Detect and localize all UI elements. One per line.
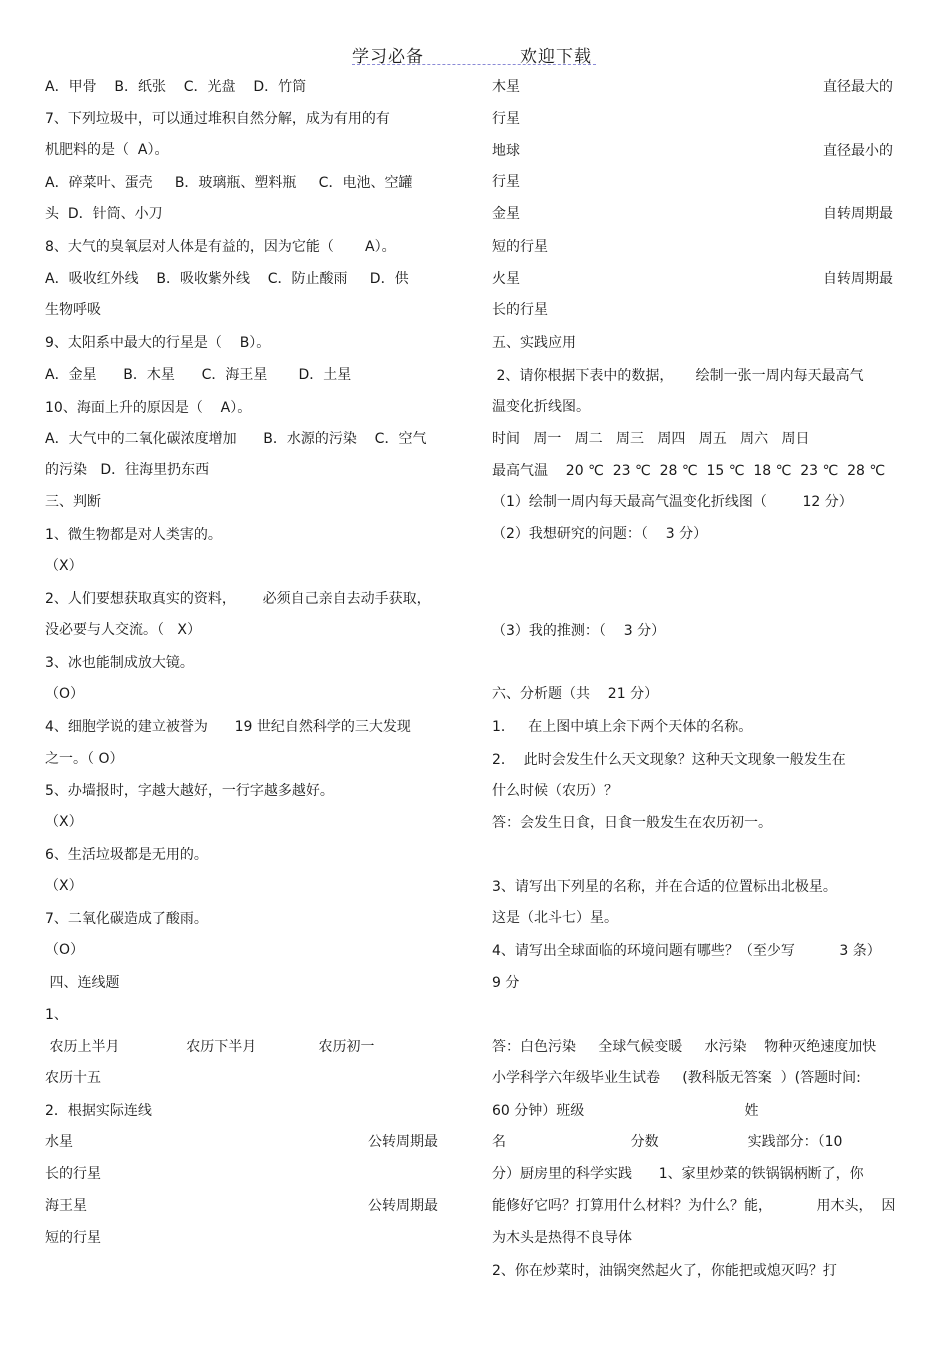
header-dashed-rule [352, 64, 596, 65]
text-line: 2． 此时会发生什么天文现象？这种天文现象一般发生在 [492, 752, 846, 768]
text-line: 机肥料的是（ A）。 [45, 142, 169, 158]
text-line: 地球 [492, 143, 520, 159]
text-line: （X） [45, 814, 83, 830]
text-line: A．金星 B．木星 C．海王星 D．土星 [45, 367, 352, 383]
text-line: 2、你在炒菜时，油锅突然起火了，你能把或熄灭吗？打 [492, 1263, 837, 1279]
text-line: 分）厨房里的科学实践 1、家里炒菜的铁锅锅柄断了，你 [492, 1166, 864, 1182]
text-line: （3）我的推测：（ 3 分） [492, 623, 666, 639]
section-heading: 六、分析题（共 21 分） [492, 686, 659, 702]
header-right-text: 欢迎下载 [520, 47, 592, 67]
text-line: 小学科学六年级毕业生试卷 (教科版无答案 ）(答题时间: [492, 1070, 861, 1086]
text-line: （O） [45, 942, 85, 958]
text-line: A．碎菜叶、蛋壳 B．玻璃瓶、塑料瓶 C．电池、空罐 [45, 175, 413, 191]
text-line: 1、 [45, 1007, 68, 1023]
text-line: 9 分 [492, 975, 520, 991]
text-line: 行星 [492, 174, 520, 190]
text-line: 能修好它吗？打算用什么材料？为什么？能， 用木头， 因 [492, 1198, 896, 1214]
text-line: 2、人们要想获取真实的资料， 必须自己亲自去动手获取， [45, 591, 431, 607]
text-line: 短的行星 [45, 1230, 101, 1246]
text-line: 2．根据实际连线 [45, 1103, 152, 1119]
text-line: 4、请写出全球面临的环境问题有哪些？（至少写 3 条） [492, 943, 881, 959]
text-line: A．甲骨 B．纸张 C．光盘 D．竹筒 [45, 79, 307, 95]
text-line: 温变化折线图。 [492, 399, 590, 415]
text-line: 长的行星 [45, 1166, 101, 1182]
text-line: 水星 [45, 1134, 73, 1150]
text-line: 这是（北斗七）星。 [492, 910, 618, 926]
text-line-right: 直径最小的 [823, 143, 893, 159]
table-row: 时间 周一 周二 周三 周四 周五 周六 周日 [492, 431, 810, 447]
text-line: 7、二氧化碳造成了酸雨。 [45, 911, 208, 927]
text-line: 10、海面上升的原因是（ A）。 [45, 400, 252, 416]
text-line: 1． 在上图中填上余下两个天体的名称。 [492, 719, 753, 735]
text-line-right: 直径最大的 [823, 79, 893, 95]
text-line: （2）我想研究的问题：（ 3 分） [492, 526, 708, 542]
text-line: 火星 [492, 271, 520, 287]
text-line: 生物呼吸 [45, 302, 101, 318]
text-line: 头 D．针筒、小刀 [45, 206, 163, 222]
text-line: （X） [45, 558, 83, 574]
text-line: 答：会发生日食，日食一般发生在农历初一。 [492, 815, 772, 831]
section-heading: 四、连线题 [45, 975, 120, 991]
text-line: 6、生活垃圾都是无用的。 [45, 847, 208, 863]
page-header [352, 42, 596, 66]
text-line: 没必要与人交流。（ X） [45, 622, 201, 638]
text-line: 为木头是热得不良导体 [492, 1230, 632, 1246]
text-line: 农历上半月 农历下半月 农历初一 [45, 1039, 375, 1055]
text-line: 8、大气的臭氧层对人体是有益的，因为它能（ A）。 [45, 239, 396, 255]
text-line: 4、细胞学说的建立被誉为 19 世纪自然科学的三大发现 [45, 719, 411, 735]
text-line: 9、太阳系中最大的行星是（ B）。 [45, 335, 271, 351]
section-heading: 三、判断 [45, 494, 101, 510]
text-line: 行星 [492, 111, 520, 127]
text-line: 5、办墙报时，字越大越好，一行字越多越好。 [45, 783, 334, 799]
text-line: 答：白色污染 全球气候变暖 水污染 物种灭绝速度加快 [492, 1039, 877, 1055]
text-line: 农历十五 [45, 1070, 101, 1086]
text-line: 之一。（ O） [45, 751, 124, 767]
text-line: 金星 [492, 206, 520, 222]
text-line-right: 公转周期最 [368, 1198, 438, 1214]
text-line: （X） [45, 878, 83, 894]
table-row: 最高气温 20 ℃ 23 ℃ 28 ℃ 15 ℃ 18 ℃ 23 ℃ 28 ℃ [492, 463, 886, 479]
text-line: 2、请你根据下表中的数据， 绘制一张一周内每天最高气 [492, 368, 864, 384]
text-line-right: 自转周期最 [823, 206, 893, 222]
text-line: （1）绘制一周内每天最高气温变化折线图（ 12 分） [492, 494, 853, 510]
text-line: 海王星 [45, 1198, 87, 1214]
text-line-right: 公转周期最 [368, 1134, 438, 1150]
text-line-right: 自转周期最 [823, 271, 893, 287]
text-line: 短的行星 [492, 239, 548, 255]
text-line: 1、微生物都是对人类害的。 [45, 527, 222, 543]
text-line: 名 分数 实践部分：（10 [492, 1134, 843, 1150]
text-line: 3、请写出下列星的名称，并在合适的位置标出北极星。 [492, 879, 837, 895]
text-line: 长的行星 [492, 302, 548, 318]
text-line: A．吸收红外线 B．吸收紫外线 C．防止酸雨 D．供 [45, 271, 409, 287]
text-line: 木星 [492, 79, 520, 95]
text-line: 7、下列垃圾中，可以通过堆积自然分解，成为有用的有 [45, 111, 390, 127]
text-line: 3、冰也能制成放大镜。 [45, 655, 194, 671]
section-heading: 五、实践应用 [492, 335, 576, 351]
text-line: 的污染 D．往海里扔东西 [45, 462, 210, 478]
text-line: 60 分钟）班级 姓 [492, 1103, 759, 1119]
header-left-text: 学习必备 [352, 47, 424, 67]
text-line: （O） [45, 686, 85, 702]
text-line: 什么时候（农历）？ [492, 783, 618, 799]
text-line: A．大气中的二氧化碳浓度增加 B．水源的污染 C．空气 [45, 431, 427, 447]
